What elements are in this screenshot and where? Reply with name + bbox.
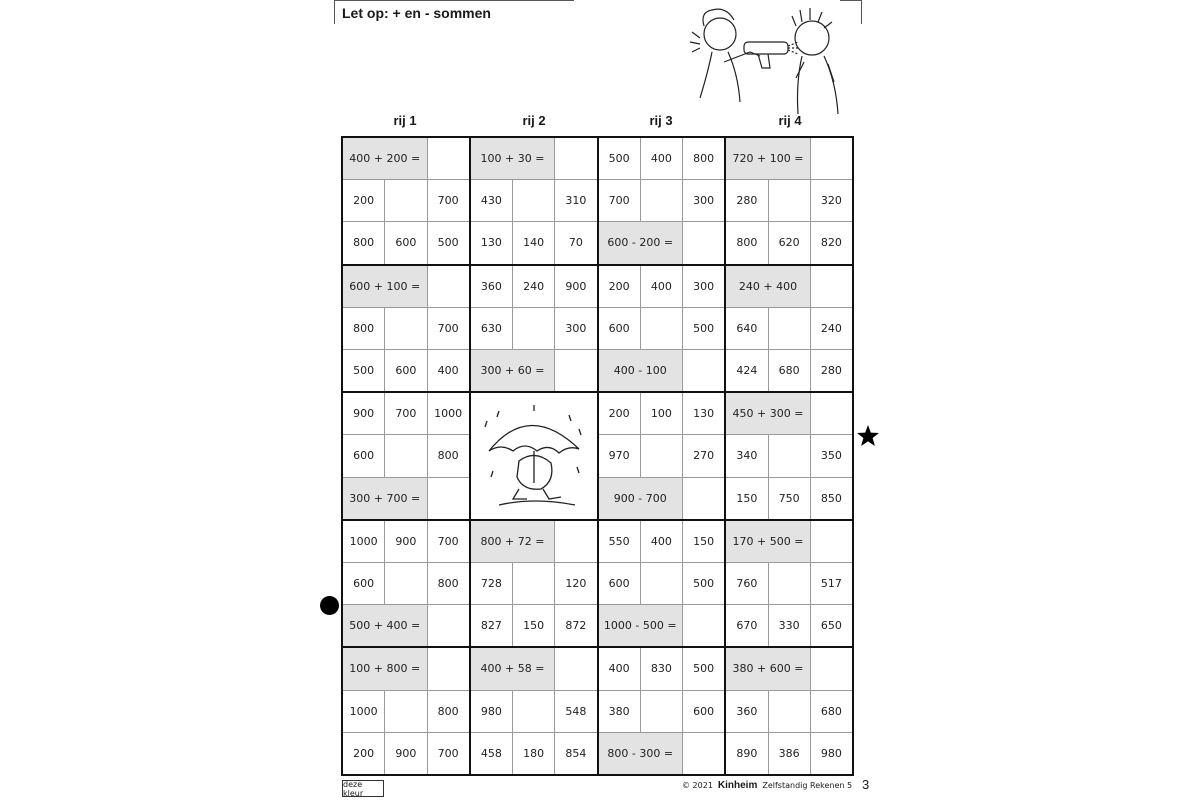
number-cell: 280 <box>726 180 767 221</box>
number-cell: 500 <box>428 222 469 263</box>
number-cell: 380 <box>599 691 640 732</box>
sum-cell: 100 + 30 = <box>471 138 555 179</box>
star-icon <box>856 424 880 448</box>
empty-cell[interactable] <box>513 563 554 604</box>
column-header-rij-3: rij 3 <box>649 113 673 128</box>
empty-cell[interactable] <box>683 350 724 391</box>
children-illustration <box>678 2 848 120</box>
series-title: Zelfstandig Rekenen 5 <box>762 781 853 790</box>
puzzle-block <box>343 393 469 519</box>
sum-cell: 300 + 700 = <box>343 478 427 519</box>
number-cell: 820 <box>811 222 852 263</box>
puzzle-block <box>726 648 852 774</box>
number-cell: 200 <box>343 733 384 774</box>
number-cell: 350 <box>811 435 852 476</box>
puzzle-block <box>471 648 597 774</box>
footer-credits <box>682 780 852 791</box>
sum-cell: 100 + 800 = <box>343 648 427 689</box>
number-cell: 140 <box>513 222 554 263</box>
number-cell: 180 <box>513 733 554 774</box>
empty-cell[interactable] <box>513 308 554 349</box>
empty-cell[interactable] <box>428 478 469 519</box>
sum-cell: 800 + 72 = <box>471 521 555 562</box>
number-cell: 900 <box>385 733 426 774</box>
puzzle-block <box>726 266 852 392</box>
empty-cell[interactable] <box>385 180 426 221</box>
number-cell: 680 <box>811 691 852 732</box>
number-cell: 300 <box>555 308 596 349</box>
number-cell: 70 <box>555 222 596 263</box>
number-cell: 400 <box>599 648 640 689</box>
number-cell: 240 <box>513 266 554 307</box>
sum-cell: 1000 - 500 = <box>599 605 683 646</box>
number-cell: 600 <box>343 563 384 604</box>
puzzle-block <box>343 266 469 392</box>
sum-cell: 400 + 200 = <box>343 138 427 179</box>
empty-cell[interactable] <box>428 605 469 646</box>
sum-cell: 600 - 200 = <box>599 222 683 263</box>
header-rule-right <box>840 0 862 1</box>
number-cell: 500 <box>343 350 384 391</box>
header-rule <box>334 0 574 1</box>
number-cell: 872 <box>555 605 596 646</box>
number-cell: 100 <box>641 393 682 434</box>
sum-cell: 380 + 600 = <box>726 648 810 689</box>
column-header-rij-2: rij 2 <box>522 113 546 128</box>
number-cell: 600 <box>343 435 384 476</box>
sum-cell: 300 + 60 = <box>471 350 555 391</box>
umbrella-illustration <box>471 393 597 519</box>
number-cell: 728 <box>471 563 512 604</box>
number-cell: 800 <box>428 563 469 604</box>
number-cell: 760 <box>726 563 767 604</box>
number-cell: 600 <box>385 222 426 263</box>
number-cell: 500 <box>683 563 724 604</box>
number-cell: 400 <box>641 138 682 179</box>
empty-cell[interactable] <box>555 138 596 179</box>
number-cell: 600 <box>599 563 640 604</box>
number-cell: 330 <box>769 605 810 646</box>
number-cell: 500 <box>599 138 640 179</box>
number-cell: 200 <box>599 266 640 307</box>
number-cell: 800 <box>343 222 384 263</box>
number-cell: 800 <box>428 435 469 476</box>
empty-cell[interactable] <box>683 733 724 774</box>
empty-cell[interactable] <box>641 563 682 604</box>
number-cell: 830 <box>641 648 682 689</box>
empty-cell[interactable] <box>555 350 596 391</box>
number-cell: 424 <box>726 350 767 391</box>
number-cell: 150 <box>683 521 724 562</box>
empty-cell[interactable] <box>683 222 724 263</box>
number-cell: 400 <box>641 266 682 307</box>
empty-cell[interactable] <box>555 521 596 562</box>
empty-cell[interactable] <box>811 266 852 307</box>
worksheet-title: Let op: + en - sommen <box>342 5 491 21</box>
number-cell: 340 <box>726 435 767 476</box>
puzzle-block <box>471 266 597 392</box>
puzzle-block <box>343 648 469 774</box>
number-cell: 630 <box>471 308 512 349</box>
number-cell: 300 <box>683 180 724 221</box>
number-cell: 854 <box>555 733 596 774</box>
number-cell: 670 <box>726 605 767 646</box>
puzzle-block <box>343 138 469 264</box>
number-cell: 640 <box>726 308 767 349</box>
number-cell: 600 <box>599 308 640 349</box>
empty-cell[interactable] <box>641 180 682 221</box>
number-cell: 800 <box>428 691 469 732</box>
empty-cell[interactable] <box>769 180 810 221</box>
page-number: 3 <box>862 777 870 792</box>
publisher-brand: Kinheim <box>717 780 758 791</box>
number-cell: 800 <box>726 222 767 263</box>
puzzle-block <box>726 393 852 519</box>
column-header-rij-1: rij 1 <box>393 113 417 128</box>
number-cell: 650 <box>811 605 852 646</box>
number-cell: 270 <box>683 435 724 476</box>
empty-cell[interactable] <box>385 308 426 349</box>
header-rule-left <box>334 0 335 24</box>
number-cell: 750 <box>769 478 810 519</box>
number-cell: 700 <box>385 393 426 434</box>
sum-cell: 400 + 58 = <box>471 648 555 689</box>
number-cell: 200 <box>599 393 640 434</box>
copyright-text: © 2021 <box>682 781 713 790</box>
empty-cell[interactable] <box>769 435 810 476</box>
number-cell: 310 <box>555 180 596 221</box>
number-cell: 458 <box>471 733 512 774</box>
header-rule-right-vert <box>861 0 862 24</box>
empty-cell[interactable] <box>769 308 810 349</box>
sum-cell: 800 - 300 = <box>599 733 683 774</box>
number-cell: 200 <box>343 180 384 221</box>
empty-cell[interactable] <box>428 266 469 307</box>
number-cell: 800 <box>683 138 724 179</box>
number-cell: 130 <box>471 222 512 263</box>
number-cell: 980 <box>471 691 512 732</box>
number-cell: 700 <box>428 180 469 221</box>
number-cell: 700 <box>428 733 469 774</box>
empty-cell[interactable] <box>641 308 682 349</box>
number-cell: 150 <box>726 478 767 519</box>
number-cell: 700 <box>599 180 640 221</box>
number-cell: 517 <box>811 563 852 604</box>
empty-cell[interactable] <box>641 435 682 476</box>
number-cell: 600 <box>385 350 426 391</box>
number-cell: 120 <box>555 563 596 604</box>
number-cell: 500 <box>683 648 724 689</box>
puzzle-block <box>471 393 597 519</box>
number-cell: 980 <box>811 733 852 774</box>
number-cell: 1000 <box>343 691 384 732</box>
puzzle-block <box>599 266 725 392</box>
empty-cell[interactable] <box>769 563 810 604</box>
puzzle-block <box>599 138 725 264</box>
number-cell: 240 <box>811 308 852 349</box>
number-cell: 700 <box>428 308 469 349</box>
puzzle-block <box>343 521 469 647</box>
number-cell: 620 <box>769 222 810 263</box>
color-legend-box: deze kleur <box>342 780 384 797</box>
puzzle-block <box>471 138 597 264</box>
sum-cell: 170 + 500 = <box>726 521 810 562</box>
puzzle-block <box>599 393 725 519</box>
empty-cell[interactable] <box>683 605 724 646</box>
number-cell: 360 <box>726 691 767 732</box>
empty-cell[interactable] <box>555 648 596 689</box>
number-cell: 850 <box>811 478 852 519</box>
empty-cell[interactable] <box>811 393 852 434</box>
number-cell: 400 <box>428 350 469 391</box>
number-cell: 900 <box>555 266 596 307</box>
number-cell: 680 <box>769 350 810 391</box>
sum-cell: 720 + 100 = <box>726 138 810 179</box>
empty-cell[interactable] <box>428 138 469 179</box>
number-cell: 1000 <box>428 393 469 434</box>
number-cell: 320 <box>811 180 852 221</box>
empty-cell[interactable] <box>769 691 810 732</box>
number-cell: 550 <box>599 521 640 562</box>
number-cell: 900 <box>385 521 426 562</box>
empty-cell[interactable] <box>811 648 852 689</box>
number-cell: 890 <box>726 733 767 774</box>
empty-cell[interactable] <box>428 648 469 689</box>
puzzle-block <box>726 521 852 647</box>
number-cell: 700 <box>428 521 469 562</box>
number-cell: 1000 <box>343 521 384 562</box>
sum-cell: 900 - 700 <box>599 478 683 519</box>
sum-cell: 240 + 400 <box>726 266 810 307</box>
number-cell: 600 <box>683 691 724 732</box>
number-cell: 800 <box>343 308 384 349</box>
empty-cell[interactable] <box>385 563 426 604</box>
number-cell: 500 <box>683 308 724 349</box>
number-cell: 548 <box>555 691 596 732</box>
empty-cell[interactable] <box>513 180 554 221</box>
empty-cell[interactable] <box>811 521 852 562</box>
sum-cell: 450 + 300 = <box>726 393 810 434</box>
puzzle-block <box>599 521 725 647</box>
empty-cell[interactable] <box>811 138 852 179</box>
puzzle-block <box>726 138 852 264</box>
puzzle-block <box>471 521 597 647</box>
row-marker-dot <box>320 596 339 615</box>
sum-cell: 400 - 100 <box>599 350 683 391</box>
number-cell: 150 <box>513 605 554 646</box>
sudoku-puzzle-grid <box>341 136 854 776</box>
number-cell: 430 <box>471 180 512 221</box>
number-cell: 400 <box>641 521 682 562</box>
number-cell: 970 <box>599 435 640 476</box>
empty-cell[interactable] <box>513 691 554 732</box>
column-header-rij-4: rij 4 <box>778 113 802 128</box>
empty-cell[interactable] <box>683 478 724 519</box>
number-cell: 386 <box>769 733 810 774</box>
puzzle-block <box>599 648 725 774</box>
number-cell: 360 <box>471 266 512 307</box>
empty-cell[interactable] <box>385 435 426 476</box>
sum-cell: 600 + 100 = <box>343 266 427 307</box>
sum-cell: 500 + 400 = <box>343 605 427 646</box>
number-cell: 900 <box>343 393 384 434</box>
number-cell: 300 <box>683 266 724 307</box>
empty-cell[interactable] <box>385 691 426 732</box>
number-cell: 280 <box>811 350 852 391</box>
number-cell: 130 <box>683 393 724 434</box>
number-cell: 827 <box>471 605 512 646</box>
empty-cell[interactable] <box>641 691 682 732</box>
